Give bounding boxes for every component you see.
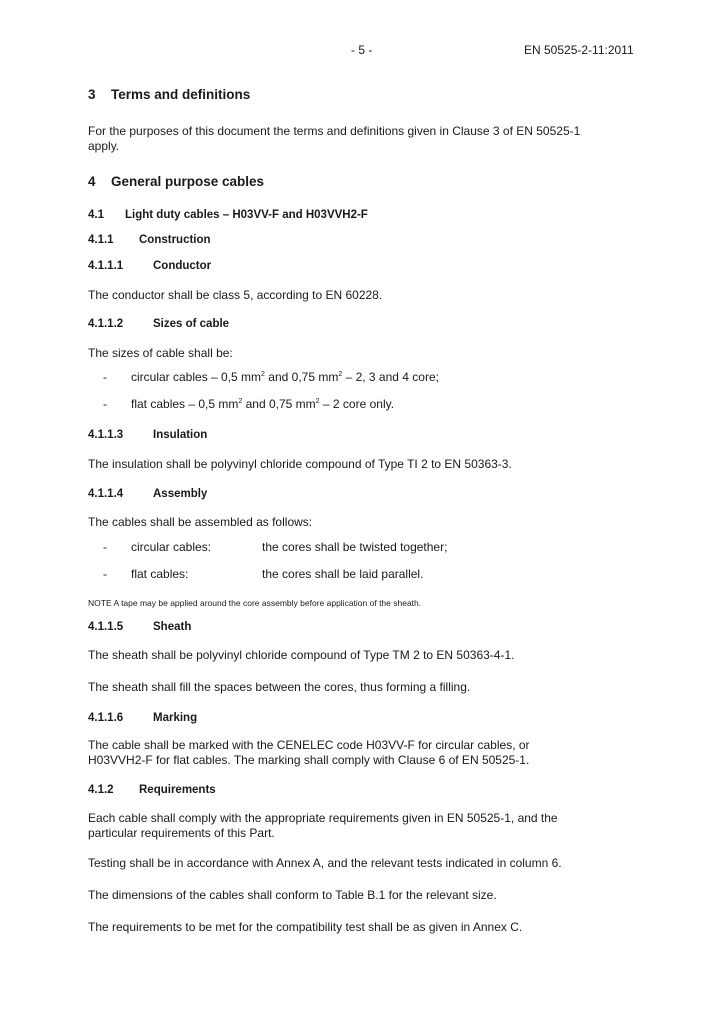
list-item-text: and 0,75 mm	[264, 370, 339, 384]
section-title: Terms and definitions	[111, 87, 251, 102]
section-number: 3	[88, 87, 96, 102]
paragraph: The sheath shall be polyvinyl chloride compound of Type TM 2 to EN 50363-4-1.	[88, 648, 515, 662]
paragraph: The cables shall be assembled as follows:	[88, 515, 313, 529]
note: NOTE A tape may be applied around the core assembly before application of the sheath.	[88, 598, 422, 608]
list-item-label: circular cables:	[131, 540, 212, 554]
paragraph-line: H03VVH2-F for flat cables. The marking shall comply with Clause 6 of EN 50525-1.	[88, 753, 530, 767]
list-item-text: the cores shall be twisted together;	[262, 540, 448, 554]
section-title: Assembly	[153, 488, 208, 500]
paragraph: The requirements to be met for the compatibility test shall be as given in Annex C.	[88, 920, 523, 934]
section-number: 4	[88, 174, 96, 189]
list-item-text: circular cables – 0,5 mm	[131, 370, 262, 384]
section-number: 4.1.1.5	[88, 621, 124, 633]
paragraph-line: The cable shall be marked with the CENELEC code H03VV-F for circular cables, or	[88, 738, 530, 752]
paragraph: The insulation shall be polyvinyl chloride compound of Type TI 2 to EN 50363-3.	[88, 457, 512, 471]
section-number: 4.1.1.1	[88, 260, 124, 272]
section-4-1-2-heading	[88, 784, 216, 796]
section-title: Light duty cables – H03VV-F and H03VVH2-F	[125, 209, 368, 221]
paragraph: The dimensions of the cables shall conform to Table B.1 for the relevant size.	[88, 888, 497, 902]
section-title: Conductor	[153, 260, 212, 272]
section-title: Insulation	[153, 429, 208, 441]
section-title: General purpose cables	[111, 174, 265, 189]
section-number: 4.1.2	[88, 784, 114, 796]
section-4-1-1-5-heading	[88, 621, 191, 633]
section-4-1-1-heading	[88, 234, 211, 246]
section-4-1-heading	[88, 209, 368, 221]
section-4-1-1-6-heading	[88, 712, 197, 724]
paragraph: The sizes of cable shall be:	[88, 346, 233, 360]
section-title: Sheath	[153, 621, 192, 633]
superscript: 2	[261, 371, 265, 378]
section-number: 4.1.1.6	[88, 712, 124, 724]
section-number: 4.1.1.2	[88, 318, 124, 330]
section-title: Construction	[139, 234, 211, 246]
paragraph: Testing shall be in accordance with Annex A, and the relevant tests indicated in column 6.	[88, 856, 562, 870]
paragraph-line: For the purposes of this document the terms and definitions given in Clause 3 of EN 50525-1	[88, 124, 581, 138]
superscript: 2	[338, 371, 343, 378]
section-4-1-1-3-heading	[88, 429, 207, 441]
paragraph: The conductor shall be class 5, according to EN 60228.	[88, 288, 383, 302]
superscript: 2	[315, 398, 320, 405]
section-number: 4.1.1.4	[88, 488, 124, 500]
list-item	[131, 370, 439, 384]
section-4-1-1-2-heading	[88, 318, 229, 330]
list-item-text: – 2, 3 and 4 core;	[342, 370, 439, 384]
section-title: Requirements	[139, 784, 216, 796]
list-dash: -	[103, 567, 107, 581]
section-number: 4.1.1	[88, 234, 114, 246]
list-item-text: and 0,75 mm	[242, 397, 316, 411]
list-dash: -	[103, 540, 107, 554]
list-item-label: flat cables:	[131, 567, 189, 581]
section-number: 4.1	[88, 209, 104, 221]
list-dash: -	[103, 370, 107, 384]
list-item-text: flat cables – 0,5 mm	[131, 397, 239, 411]
section-title: Marking	[153, 712, 198, 724]
superscript: 2	[238, 398, 243, 405]
section-title: Sizes of cable	[153, 318, 230, 330]
section-4-1-1-1-heading	[88, 260, 211, 272]
paragraph-line: apply.	[88, 139, 120, 153]
section-number: 4.1.1.3	[88, 429, 124, 441]
list-item-text: the cores shall be laid parallel.	[262, 567, 424, 581]
section-3-heading	[88, 87, 250, 102]
paragraph-line: particular requirements of this Part.	[88, 826, 275, 840]
section-4-1-1-4-heading	[88, 488, 207, 500]
paragraph: The sheath shall fill the spaces between the cores, thus forming a filling.	[88, 680, 471, 694]
list-dash: -	[103, 397, 107, 411]
paragraph-line: Each cable shall comply with the appropriate requirements given in EN 50525-1, and the	[88, 811, 558, 825]
page-number: - 5 -	[351, 43, 373, 57]
list-item	[131, 397, 394, 411]
document-id: EN 50525-2-11:2011	[524, 43, 634, 57]
list-item-text: – 2 core only.	[319, 397, 395, 411]
section-4-heading	[88, 174, 264, 189]
